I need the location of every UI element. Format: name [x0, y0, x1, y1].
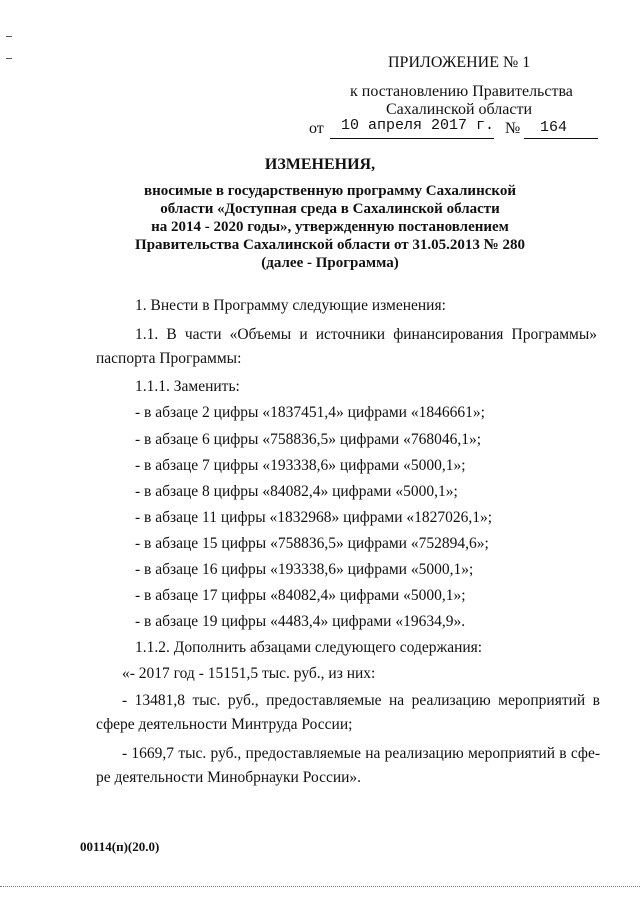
- replacement-item: - в абзаце 6 цифры «758836,5» цифрами «768046,1»;: [135, 431, 482, 448]
- number-prefix: №: [505, 120, 521, 137]
- decree-date: 10 апреля 2017 г.: [341, 117, 495, 134]
- document-title: ИЗМЕНЕНИЯ,: [264, 156, 376, 173]
- subtitle-line: Правительства Сахалинской области от 31.05.2013 № 280: [135, 237, 525, 253]
- minobrnauki-item-line2: ре деятельности Минобрнауки России».: [96, 769, 362, 786]
- mintrud-item-line2: сфере деятельности Минтруда России;: [96, 716, 353, 733]
- document-subtitle: [120, 182, 540, 272]
- replacement-item: - в абзаце 2 цифры «1837451,4» цифрами «1846661»;: [135, 404, 485, 421]
- subtitle-line: области «Доступная среда в Сахалинской области: [160, 201, 500, 217]
- replacement-item: - в абзаце 16 цифры «193338,6» цифрами «5000,1»;: [135, 561, 474, 578]
- subtitle-line: вносимые в государственную программу Сахалинской: [144, 183, 516, 199]
- replacement-item: - в абзаце 7 цифры «193338,6» цифрами «5000,1»;: [135, 457, 466, 474]
- paragraph-1-1-2: 1.1.2. Дополнить абзацами следующего содержания:: [135, 639, 483, 656]
- document-code: 00114(п)(20.0): [80, 839, 160, 854]
- date-underline: [330, 137, 494, 139]
- subtitle-line: (далее - Программа): [261, 255, 399, 271]
- minobrnauki-item-line1: - 1669,7 тыс. руб., предоставляемые на реализацию мероприятий в сфе-: [122, 745, 600, 762]
- number-underline: [524, 137, 598, 139]
- replacement-item: - в абзаце 17 цифры «84082,4» цифрами «5000,1»;: [135, 587, 466, 604]
- paragraph-1-1-line1: 1.1. В части «Объемы и источники финансирования Программы»: [135, 326, 597, 343]
- subtitle-line: на 2014 - 2020 годы», утвержденную постановлением: [151, 219, 509, 235]
- paragraph-1: 1. Внести в Программу следующие изменения:: [135, 297, 446, 314]
- replacement-item: - в абзаце 11 цифры «1832968» цифрами «1827026,1»;: [135, 509, 493, 526]
- scan-margin-mark: [6, 58, 12, 59]
- scan-bottom-edge: [0, 886, 640, 888]
- paragraph-1-1-line2: паспорта Программы:: [96, 350, 242, 367]
- scan-margin-mark: [6, 36, 12, 37]
- appendix-label: ПРИЛОЖЕНИЕ № 1: [388, 54, 531, 71]
- replacement-item: - в абзаце 19 цифры «4483,4» цифрами «19634,9».: [135, 613, 466, 630]
- region-name: Сахалинской области: [386, 101, 533, 118]
- date-prefix: от: [309, 120, 324, 137]
- decree-reference: к постановлению Правительства: [350, 83, 573, 100]
- decree-number: 164: [540, 119, 568, 136]
- replacement-item: - в абзаце 15 цифры «758836,5» цифрами «752894,6»;: [135, 535, 489, 552]
- mintrud-item-line1: - 13481,8 тыс. руб., предоставляемые на реализацию мероприятий в: [122, 692, 600, 709]
- paragraph-1-1-1: 1.1.1. Заменить:: [135, 378, 240, 395]
- year-2017-line: «- 2017 год - 15151,5 тыс. руб., из них:: [122, 665, 376, 682]
- replacement-item: - в абзаце 8 цифры «84082,4» цифрами «5000,1»;: [135, 483, 458, 500]
